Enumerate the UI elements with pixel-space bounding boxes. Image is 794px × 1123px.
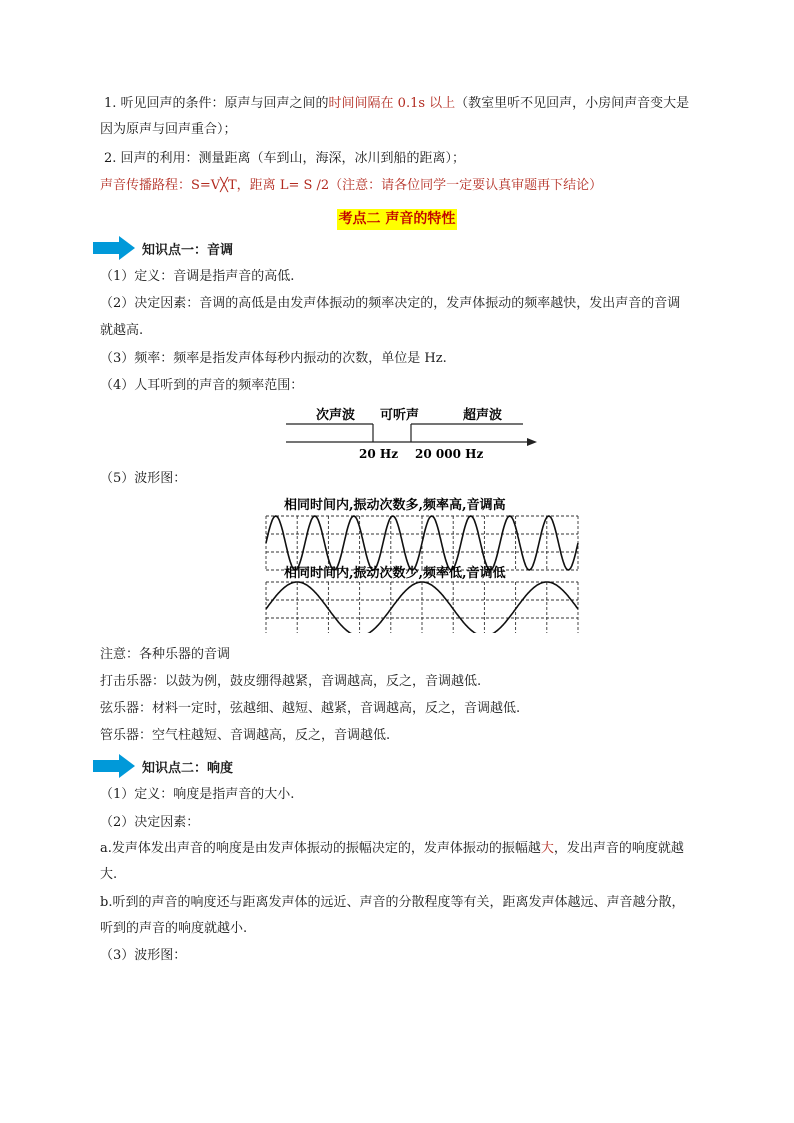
loudness-factor-label: （2）决定因素：: [100, 815, 200, 830]
echo-condition-highlight: 时间间隔在 0.1s 以上: [328, 96, 456, 111]
infrasound-label: 次声波: [316, 408, 356, 423]
hearing-range-label: （4）人耳听到的声音的频率范围：: [100, 378, 304, 393]
low-frequency-caption: 相同时间内,振动次数少,频率低,音调低: [284, 566, 506, 581]
pitch-definition: （1）定义：音调是指声音的高低.: [100, 269, 295, 284]
pitch-factor-line1: （2）决定因素：音调的高低是由发声体振动的频率决定的，发声体振动的频率越快，发出声音的音调: [100, 296, 681, 311]
audible-label: 可听声: [380, 408, 420, 423]
pitch-factor-line2: 就越高.: [100, 323, 144, 338]
waveform-label-2: （3）波形图：: [100, 948, 187, 963]
section-title-wrap: [0, 209, 794, 230]
arrow-right-icon: [93, 754, 135, 778]
knowledge-point-1-label: 知识点一：音调: [142, 243, 234, 258]
waveform-label-1: （5）波形图：: [100, 471, 187, 486]
echo-condition-note: （教室里听不见回声，小房间声音变大是: [455, 96, 690, 111]
echo-condition-line: [104, 95, 689, 113]
frequency-range-diagram: [283, 400, 538, 462]
high-limit-label: 20 000 Hz: [415, 447, 484, 461]
loudness-factor-a-line2: 大.: [100, 867, 118, 882]
loudness-factor-b-line1: b.听到的声音的响度还与距离发声体的远近、声音的分散程度等有关，距离发声体越远、声音越分散，: [100, 895, 685, 910]
loudness-factor-a-text: a.发声体发出声音的响度是由发声体振动的振幅决定的，发声体振动的振幅越: [100, 841, 541, 856]
echo-condition-text: 1. 听见回声的条件：原声与回声之间的: [104, 96, 329, 111]
echo-usage-line: 2. 回声的利用：测量距离（车到山，海深，冰川到船的距离）；: [104, 151, 466, 166]
waveform-diagram: [262, 493, 584, 633]
section-title: 考点二 声音的特性: [337, 209, 458, 230]
loudness-factor-a-cont: ，发出声音的响度就越: [553, 841, 684, 856]
loudness-highlight: 大: [540, 841, 554, 856]
string-instrument-note: 弦乐器：材料一定时，弦越细、越短、越紧，音调越高，反之，音调越低.: [100, 701, 521, 716]
wind-instrument-note: 管乐器：空气柱越短、音调越高，反之，音调越低.: [100, 728, 391, 743]
high-frequency-caption: 相同时间内,振动次数多,频率高,音调高: [284, 498, 506, 513]
percussion-note: 打击乐器：以鼓为例，鼓皮绷得越紧，音调越高，反之，音调越低.: [100, 674, 482, 689]
low-limit-label: 20 Hz: [359, 447, 399, 461]
ultrasound-label: 超声波: [463, 408, 503, 423]
instrument-note-title: 注意：各种乐器的音调: [100, 647, 231, 662]
frequency-definition: （3）频率：频率是指发声体每秒内振动的次数，单位是 Hz.: [100, 351, 447, 366]
sound-path-formula: 声音传播路程：S=V╳T，距离 L= S /2（注意：请各位同学一定要认真审题再下结论）: [100, 178, 603, 193]
loudness-definition: （1）定义：响度是指声音的大小.: [100, 787, 295, 802]
loudness-factor-a-line1: [100, 840, 684, 858]
arrow-right-icon: [93, 236, 135, 260]
loudness-factor-b-line2: 听到的声音的响度就越小.: [100, 921, 248, 936]
echo-condition-cont: 因为原声与回声重合）；: [100, 122, 237, 137]
knowledge-point-2-label: 知识点二：响度: [142, 761, 234, 776]
